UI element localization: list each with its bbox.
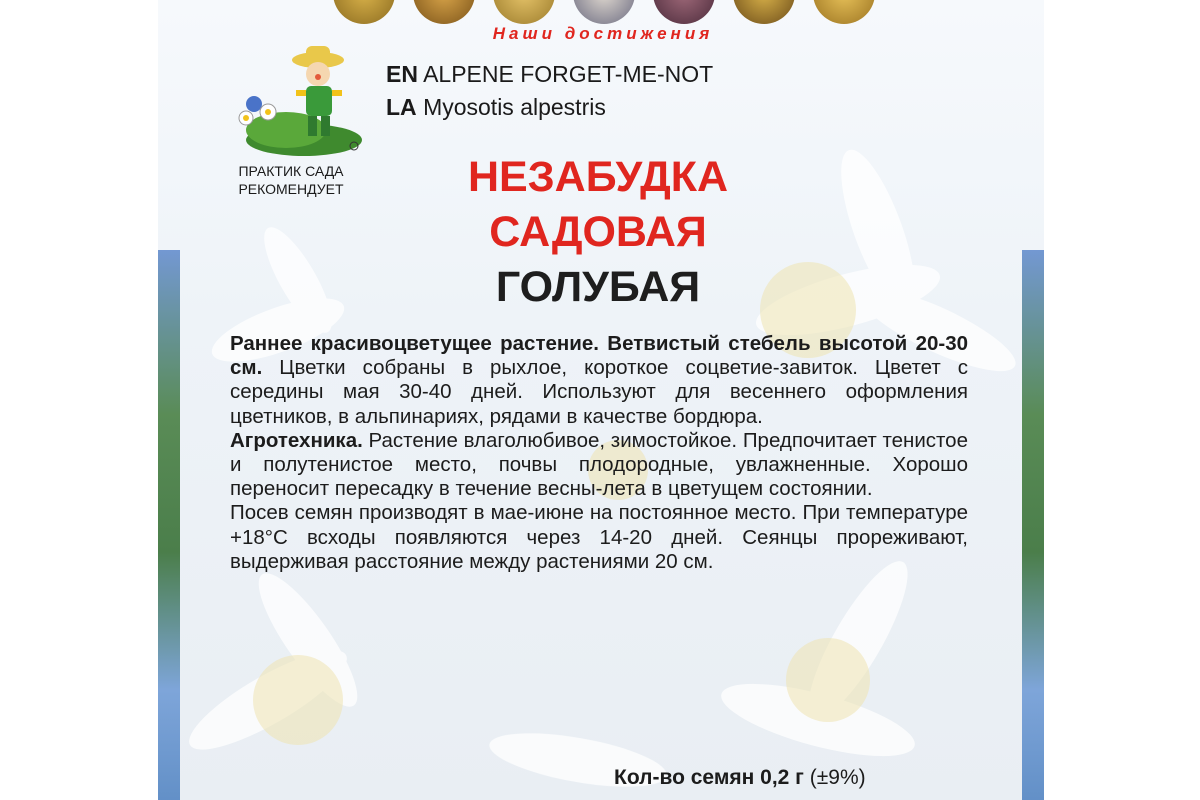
medal-icon	[573, 0, 635, 24]
forget-me-not-border-right	[1022, 250, 1044, 800]
seed-packet	[158, 0, 1044, 800]
title-line: САДОВАЯ	[489, 208, 707, 256]
description-bold-intro: Раннее красивоцветущее растение. Ветвистый стебель высотой 20-30 см.	[230, 332, 968, 380]
medal-icon	[413, 0, 475, 24]
achievements-heading: Наши достижения	[492, 24, 714, 43]
seed-quantity-label: Кол-во семян 0,2 г	[614, 766, 804, 789]
agrotechnics-text: Растение влаголюбивое, зимостойкое. Предпочитает тенистое и полутенистое место, почвы плодородные, увлажненные. Хорошо переносит пересадку в течение весны-лета в цветущем состоянии.	[230, 428, 968, 501]
agrotechnics-paragraph	[230, 429, 968, 502]
english-name-row	[386, 58, 713, 91]
seed-quantity-tolerance: (±9%)	[809, 766, 866, 789]
agrotechnics-label: Агротехника.	[230, 428, 363, 452]
english-code: EN	[386, 61, 418, 87]
mascot-caption-line: ПРАКТИК САДА	[238, 163, 344, 179]
gardener-mascot-logo	[226, 42, 366, 160]
description-paragraph	[230, 332, 968, 429]
medal-icon	[813, 0, 875, 24]
species-names	[386, 58, 713, 124]
description	[230, 332, 968, 574]
sowing-paragraph: Посев семян производят в мае-июне на постоянное место. При температуре +18°С всходы появляются через 14-20 дней. Сеянцы прореживают, выдерживая расстояние между растениями 20 см.	[230, 501, 968, 573]
title-line: НЕЗАБУДКА	[467, 153, 729, 201]
latin-name: Myosotis alpestris	[423, 94, 606, 120]
latin-code: LA	[386, 94, 417, 120]
title-line: ГОЛУБАЯ	[495, 263, 701, 311]
medal-icon	[733, 0, 795, 24]
forget-me-not-border-left	[158, 250, 180, 800]
seed-quantity	[614, 766, 866, 790]
medal-icon	[333, 0, 395, 24]
medal-icon	[493, 0, 555, 24]
product-title	[338, 150, 858, 315]
latin-name-row	[386, 91, 713, 124]
medal-icon	[653, 0, 715, 24]
description-text: Цветки собраны в рыхлое, короткое соцветие-завиток. Цветет с середины мая 30-40 дней. Используют для весеннего оформления цветников, в альпинариях, рядами в качестве бордюра.	[230, 356, 968, 428]
english-name: ALPENE FORGET-ME-NOT	[423, 61, 714, 87]
mascot-caption-line: РЕКОМЕНДУЕТ	[238, 181, 344, 197]
